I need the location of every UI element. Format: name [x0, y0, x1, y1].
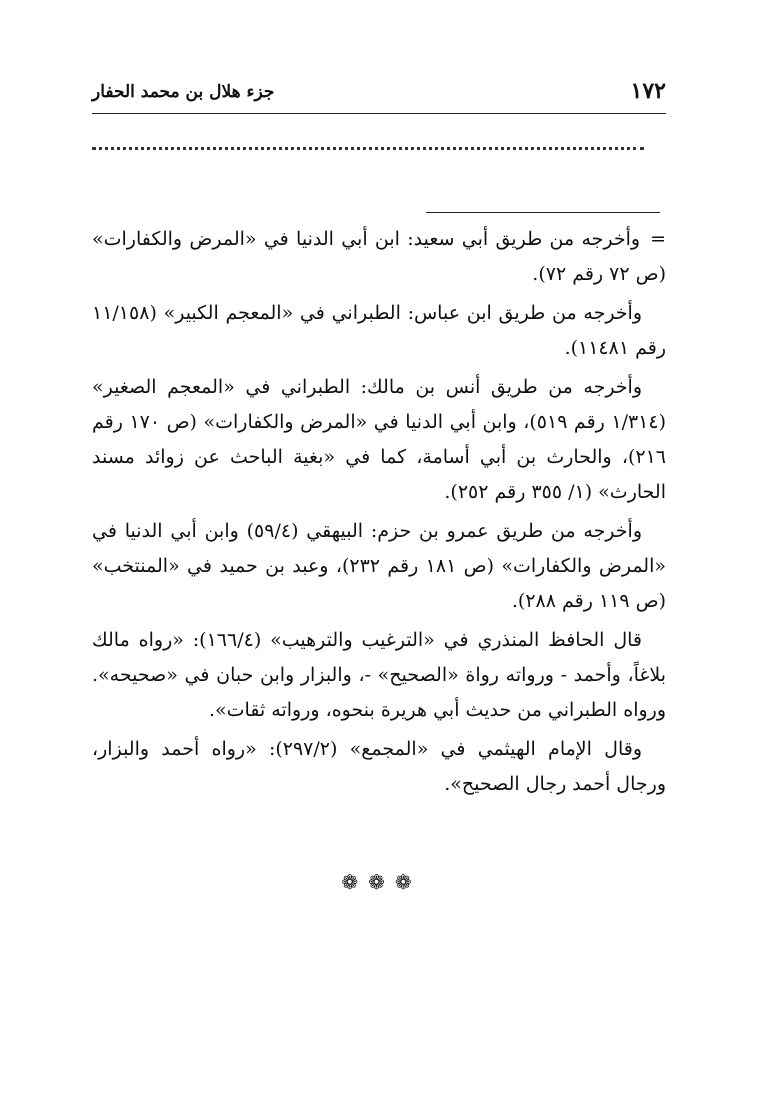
continuation-marker: = [650, 228, 666, 250]
footnote-paragraph [92, 370, 666, 510]
running-title: جزء هلال بن محمد الحفار [92, 82, 275, 102]
footnote-text: وأخرجه من طريق أنس بن مالك: الطبراني في «المعجم الصغير» (١/٣١٤ رقم ٥١٩)، وابن أبي الدنيا في «المرض والكفارات» (ص ١٧٠ رقم ٢١٦)، والحارث بن أبي أسامة، كما في «بغية الباحث عن زوائد مسند الحارث» (١/ ٣٥٥ رقم ٢٥٢). [92, 376, 667, 503]
page-number: ١٧٢ [630, 78, 666, 104]
footnotes [92, 222, 666, 806]
page-header [92, 78, 666, 110]
footnote-paragraph [92, 296, 666, 366]
footnote-paragraph [92, 222, 666, 292]
footnote-text: وأخرجه من طريق عمرو بن حزم: البيهقي (٥٩/٤) وابن أبي الدنيا في «المرض والكفارات» (ص ١٨١ رقم ٢٣٢)، وعبد بن حميد في «المنتخب» (ص ١١٩ رقم ٢٨٨). [92, 520, 666, 612]
footnote-separator [426, 212, 660, 213]
footnote-paragraph [92, 623, 666, 728]
footnote-text: وأخرجه من طريق ابن عباس: الطبراني في «المعجم الكبير» (١١/١٥٨ رقم ١١٤٨١). [92, 302, 666, 359]
footnote-paragraph [92, 514, 666, 619]
section-end-ornament: ❁❁❁ [341, 870, 422, 894]
elided-text-dotted-line [92, 147, 644, 150]
footnote-paragraph [92, 732, 666, 802]
footnote-text: وقال الإمام الهيثمي في «المجمع» (٢٩٧/٢): «رواه أحمد والبزار، ورجال أحمد رجال الصحيح». [92, 738, 666, 795]
footnote-text: وأخرجه من طريق أبي سعيد: ابن أبي الدنيا في «المرض والكفارات» (ص ٧٢ رقم ٧٢). [92, 228, 666, 285]
header-rule [92, 113, 666, 114]
footnote-text: قال الحافظ المنذري في «الترغيب والترهيب» (١٦٦/٤): «رواه مالك بلاغاً، وأحمد - ورواته رواة «الصحيح» -، والبزار وابن حبان في «صحيحه». ورواه الطبراني من حديث أبي هريرة بنحوه، ورواته ثقات». [92, 629, 666, 721]
